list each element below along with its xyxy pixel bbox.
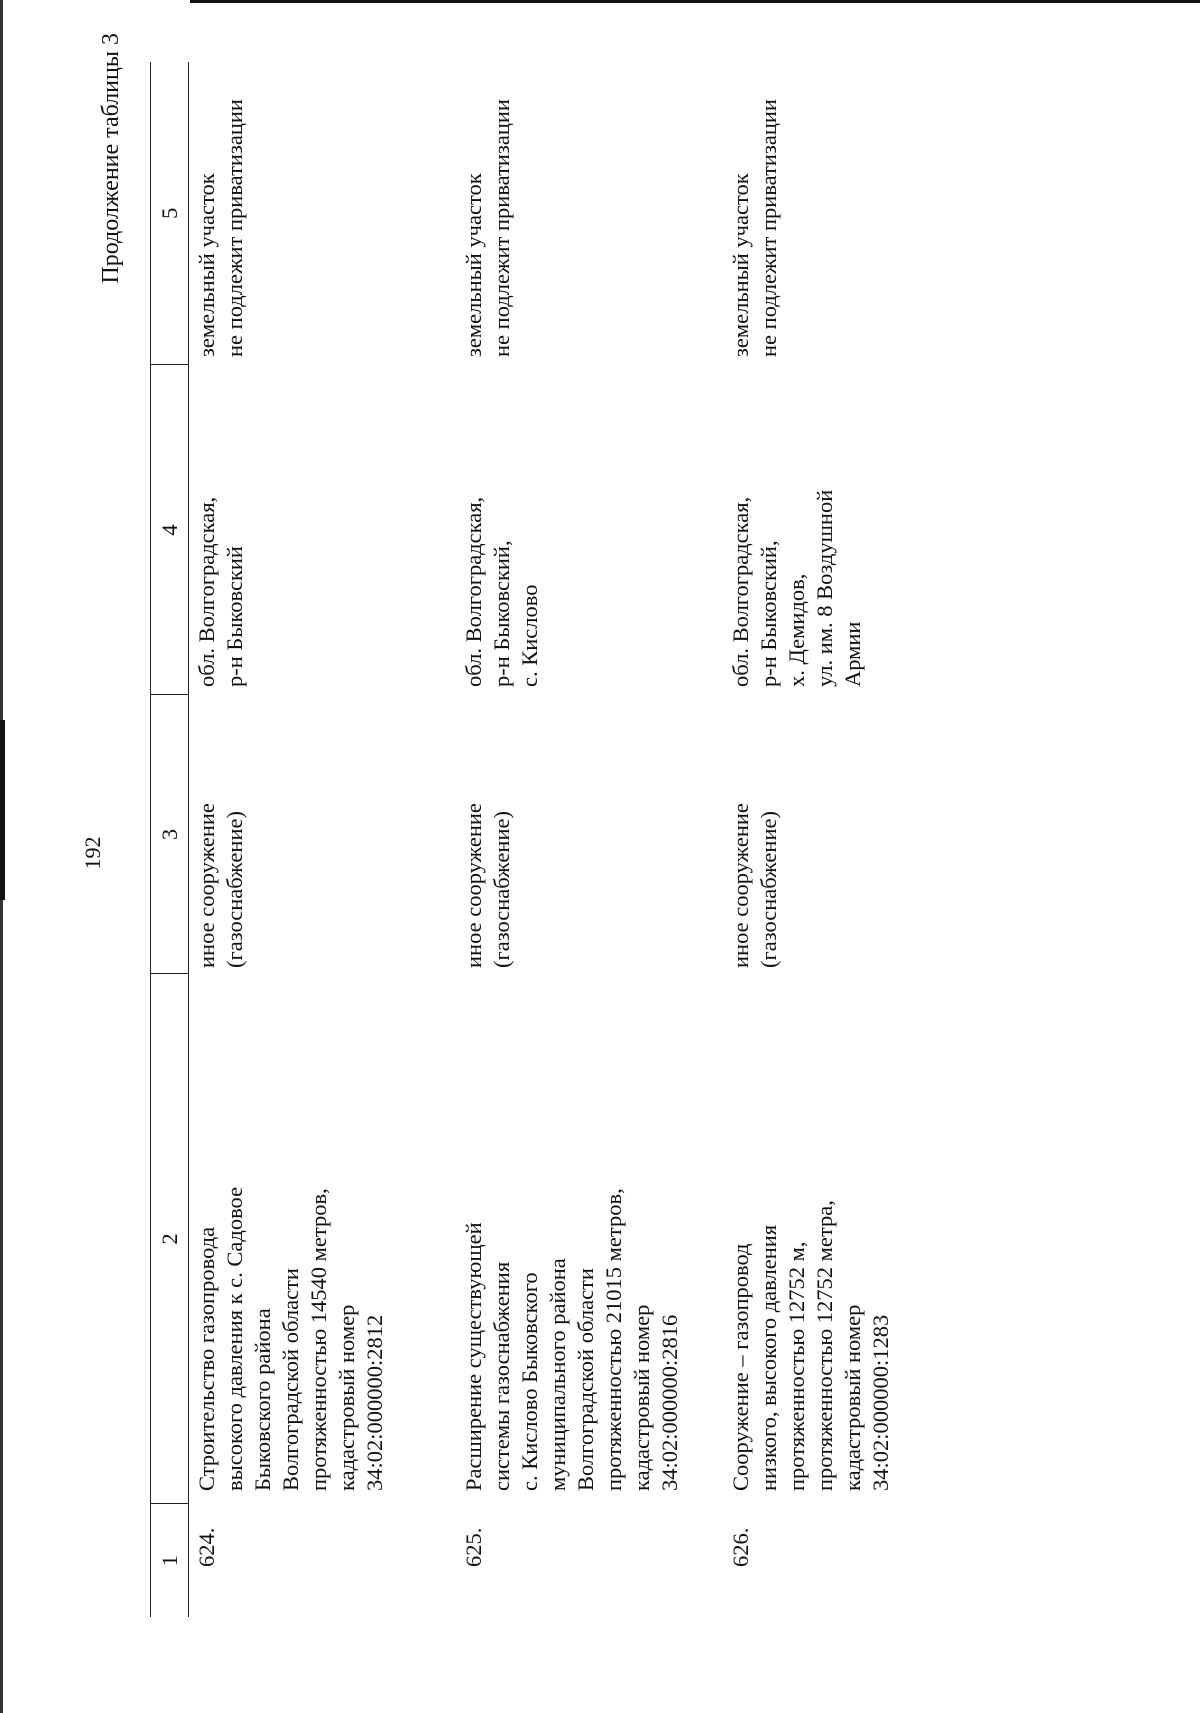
header-col-3: 3 bbox=[151, 695, 189, 974]
object-note: земельный участок не подлежит приватизации bbox=[728, 99, 781, 357]
continuation-label: Продолжение таблицы 3 bbox=[98, 33, 124, 284]
row-number: 625. bbox=[461, 1527, 486, 1567]
page-number: 192 bbox=[80, 836, 105, 870]
object-type: иное сооружение (газоснабжение) bbox=[728, 803, 781, 968]
object-address: обл. Волгоградская, р-н Быковский bbox=[194, 496, 247, 687]
object-address: обл. Волгоградская, р-н Быковский, с. Кислово bbox=[461, 496, 542, 687]
header-col-5: 5 bbox=[151, 62, 189, 365]
header-col-1: 1 bbox=[151, 1504, 189, 1617]
table-row bbox=[723, 62, 990, 1617]
object-name: Строительство газопровода высокого давления к с. Садовое Быковского района Волгоградской области протяженностью 14540 метров, кадастровый номер 34:02:000000:2812 bbox=[194, 1186, 387, 1491]
header-col-2: 2 bbox=[151, 974, 189, 1504]
object-note: земельный участок не подлежит приватизации bbox=[461, 99, 514, 357]
object-address: обл. Волгоградская, р-н Быковский, х. Демидов, ул. им. 8 Воздушной Армии bbox=[728, 489, 865, 687]
object-name: Расширение существующей системы газоснабжения с. Кислово Быковского муниципального района Волгоградской области протяженностью 21015 метров, кадастровый номер 34:02:000000:2816 bbox=[461, 1188, 682, 1491]
table-header-row bbox=[151, 62, 189, 1617]
row-number: 624. bbox=[194, 1527, 219, 1567]
property-table bbox=[150, 62, 990, 1617]
object-note: земельный участок не подлежит приватизации bbox=[194, 99, 247, 357]
table-row bbox=[189, 62, 457, 1617]
object-name: Сооружение – газопровод низкого, высокого давления протяженностью 12752 м, протяженностью 12752 метра, кадастровый номер 34:02:000000:1283 bbox=[728, 1200, 893, 1491]
object-type: иное сооружение (газоснабжение) bbox=[194, 803, 247, 968]
table-row bbox=[456, 62, 723, 1617]
object-type: иное сооружение (газоснабжение) bbox=[461, 803, 514, 968]
header-col-4: 4 bbox=[151, 365, 189, 695]
row-number: 626. bbox=[728, 1527, 753, 1567]
